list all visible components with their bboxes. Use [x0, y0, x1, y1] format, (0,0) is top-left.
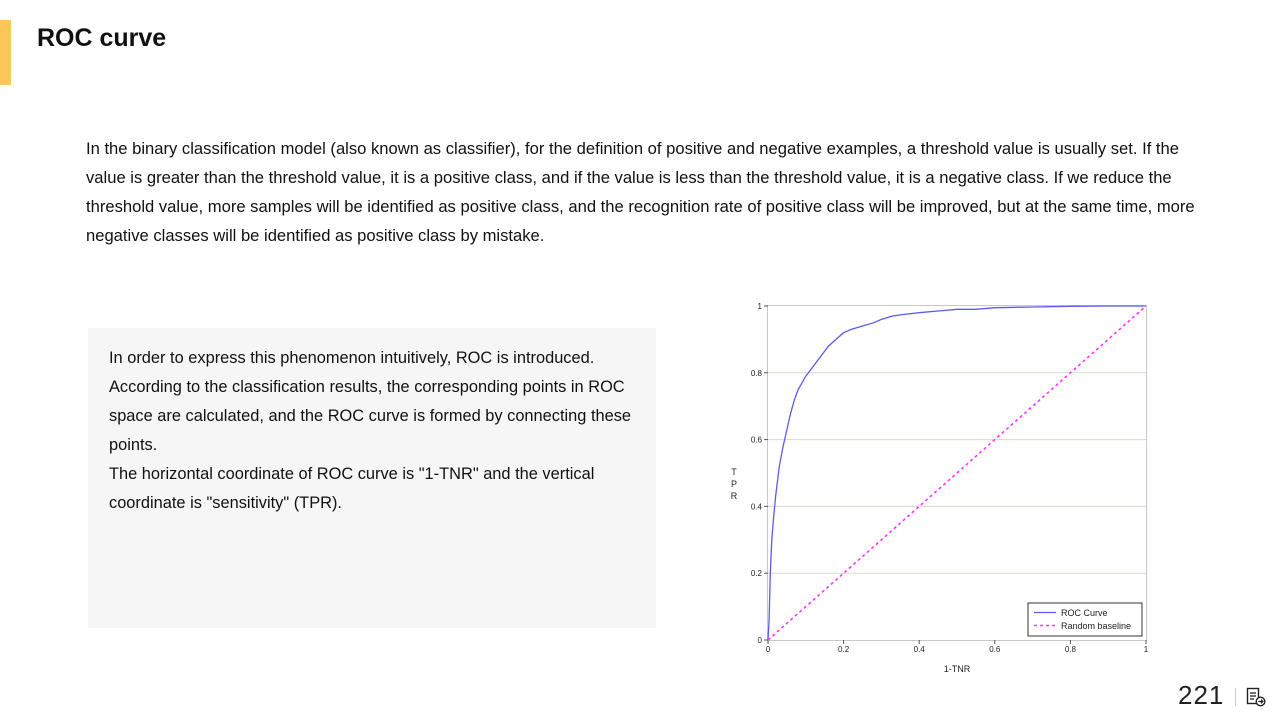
- slide-title: ROC curve: [37, 24, 167, 52]
- x-tick-label: 0: [765, 645, 771, 654]
- y-tick-label: 0.6: [750, 435, 762, 445]
- x-tick-label: 1: [1143, 645, 1149, 654]
- legend-label-baseline: Random baseline: [1061, 621, 1132, 631]
- note-paragraph-2: The horizontal coordinate of ROC curve is "1-TNR" and the vertical coordinate is "sensitivity" (TPR).: [109, 465, 595, 512]
- x-axis-label: 1-TNR: [943, 664, 971, 674]
- roc-chart: [720, 294, 1160, 680]
- x-tick-label: 0.4: [913, 645, 925, 654]
- y-tick-label: 0: [757, 636, 762, 645]
- title-accent-bar: [0, 20, 11, 85]
- y-tick-label: 0.2: [750, 569, 762, 579]
- y-tick-label: 0.4: [750, 502, 762, 512]
- notes-icon[interactable]: [1245, 686, 1267, 708]
- note-text: [109, 344, 644, 518]
- chart-series: [768, 306, 1146, 640]
- page-number: 221: [1178, 680, 1225, 710]
- legend-label-roc: ROC Curve: [1061, 608, 1108, 618]
- chart-ticks: [751, 302, 1149, 654]
- y-tick-label: 1: [757, 302, 762, 311]
- y-axis-label: T P R: [730, 467, 738, 501]
- page-number-separator: [1235, 688, 1236, 706]
- chart-legend: [1028, 603, 1142, 636]
- x-tick-label: 0.8: [1064, 645, 1076, 654]
- x-tick-label: 0.2: [838, 645, 850, 654]
- note-paragraph-1: In order to express this phenomenon intuitively, ROC is introduced. According to the classification results, the corresponding points in ROC space are calculated, and the ROC curve is formed by connecting these points.: [109, 349, 632, 454]
- intro-paragraph: In the binary classification model (also known as classifier), for the definition of positive and negative examples, a threshold value is usually set. If the value is greater than the threshold value, it is a positive class, and if the value is less than the threshold value, it is a negative class. If we reduce the threshold value, more samples will be identified as positive class, and the recognition rate of positive class will be improved, but at the same time, more negative classes will be identified as positive class by mistake.: [86, 139, 1195, 245]
- y-tick-label: 0.8: [750, 368, 762, 378]
- x-tick-label: 0.6: [989, 645, 1001, 654]
- baseline-series-line: [768, 306, 1146, 640]
